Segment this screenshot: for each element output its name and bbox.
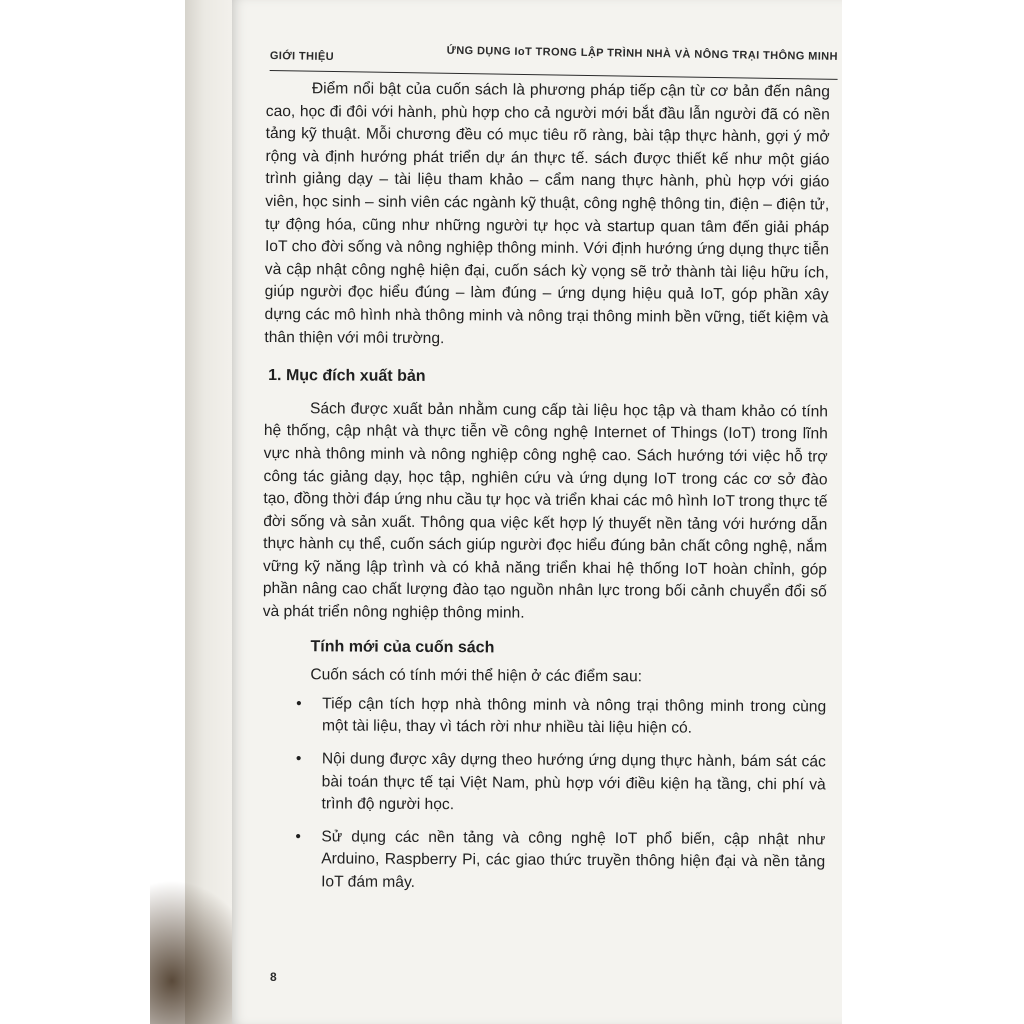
section-paragraph: Sách được xuất bản nhằm cung cấp tài liệu học tập và tham khảo có tính hệ thống, cập nhật và thực tiễn về công nghệ Internet of Things (IoT) trong lĩnh vực nhà thông minh và nông nghiệp công nghệ cao. Sách hướng tới việc hỗ trợ công tác giảng dạy, học tập, nghiên cứu và ứng dụng IoT trong các cơ sở đào tạo, đồng thời đáp ứng nhu cầu tự học và triển khai các mô hình IoT trong thực tế đời sống và sản xuất. Thông qua việc kết hợp lý thuyết nền tảng với hướng dẫn thực hành cụ thể, cuốn sách giúp người đọc hiểu đúng bản chất công nghệ, nắm vững kỹ năng lập trình và có khả năng triển khai hệ thống IoT hoàn chỉnh, góp phần nâng cao chất lượng đào tạo nguồn nhân lực trong bối cảnh chuyển đổi số và phát triển nông nghiệp thông minh.: [262, 399, 829, 622]
page-content: [261, 78, 830, 907]
section-heading: 1. Mục đích xuất bản: [268, 367, 426, 386]
intro-paragraph: Điểm nổi bật của cuốn sách là phương pháp tiếp cận từ cơ bản đến nâng cao, học đi đôi với hành, phù hợp cho cả người mới bắt đầu lẫn người đã có nền tảng kỹ thuật. Mỗi chương đều có mục tiêu rõ ràng, bài tập thực hành, gợi ý mở rộng và định hướng phát triển dự án thực tế. sách được thiết kế như một giáo trình giảng dạy – tài liệu tham khảo – cẩm nang thực hành, phù hợp với giáo viên, học sinh – sinh viên các ngành kỹ thuật, công nghệ thông tin, điện – điện tử, tự động hóa, cũng như những người tự học và startup quan tâm đến giải pháp IoT cho đời sống và nông nghiệp thông minh. Với định hướng ứng dụng thực tiễn và cập nhật công nghệ hiện đại, cuốn sách kỳ vọng sẽ trở thành tài liệu hữu ích, giúp người đọc hiểu đúng – làm đúng – ứng dụng hiệu quả IoT, góp phần xây dựng các mô hình nhà thông minh và nông trại thông minh bền vững, tiết kiệm và thân thiện với môi trường.: [264, 80, 830, 347]
page-number: 8: [270, 970, 277, 984]
list-item-text: Sử dụng các nền tảng và công nghệ IoT phổ biến, cập nhật như Arduino, Raspberry Pi, các giao thức truyền thông hiện đại và nền tảng IoT đám mây.: [321, 828, 826, 891]
bullet-icon: •: [295, 750, 302, 768]
header-section-label: GIỚI THIỆU: [269, 49, 335, 64]
list-item-text: Tiếp cận tích hợp nhà thông minh và nông trại thông minh trong cùng một tài liệu, thay vì tách rời như nhiều tài liệu hiện có.: [321, 695, 827, 738]
list-item: [261, 748, 825, 819]
list-item: [262, 693, 826, 742]
bullet-icon: •: [295, 828, 301, 846]
header-book-title: ỨNG DỤNG IoT TRONG LẬP TRÌNH NHÀ VÀ NÔNG TRẠI THÔNG MINH: [446, 44, 839, 63]
novelty-list: [261, 693, 826, 897]
novelty-heading: Tính mới của cuốn sách: [310, 637, 495, 657]
book-spine: [185, 0, 233, 1024]
list-item: [261, 826, 825, 897]
background-right: [842, 0, 1024, 1024]
bullet-icon: •: [296, 695, 302, 713]
list-item-text: Nội dung được xây dựng theo hướng ứng dụng thực hành, bám sát các bài toán thực tế tại Việt Nam, phù hợp với điều kiện hạ tầng, chi phí và trình độ người học.: [321, 750, 826, 814]
novelty-intro: Cuốn sách có tính mới thể hiện ở các điểm sau:: [310, 666, 643, 686]
